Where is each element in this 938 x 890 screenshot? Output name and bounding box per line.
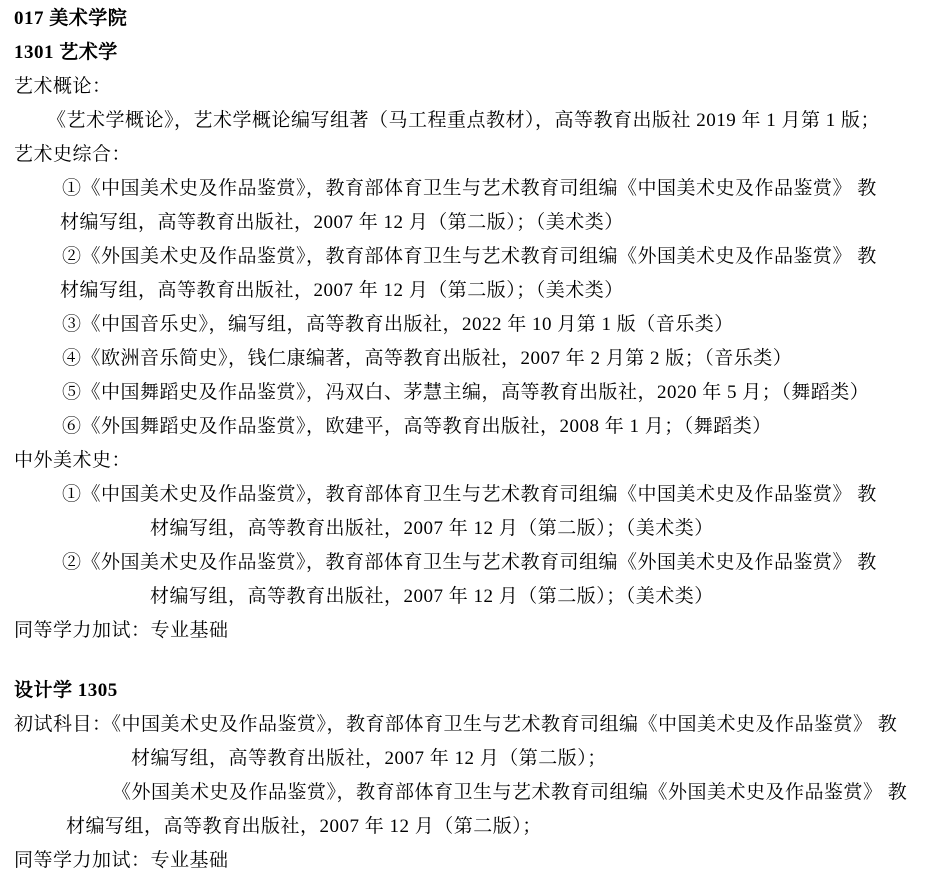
college-code-heading: 017 美术学院 <box>14 8 128 29</box>
book-entry-2-foreign-art: ②《外国美术史及作品鉴赏》，教育部体育卫生与艺术教育司组编《外国美术史及作品鉴赏》 教 <box>62 246 877 267</box>
design-book-1-continuation: 材编写组，高等教育出版社，2007 年 12 月（第二版）； <box>131 748 607 769</box>
book-entry-1-chinese-art: ①《中国美术史及作品鉴赏》，教育部体育卫生与艺术教育司组编《中国美术史及作品鉴赏》 教 <box>62 178 877 199</box>
subject-label-art-history: 艺术史综合： <box>14 144 132 165</box>
initial-exam-subjects-line: 初试科目：《中国美术史及作品鉴赏》，教育部体育卫生与艺术教育司组编《中国美术史及作品鉴赏》 教 <box>14 714 898 735</box>
book-entry-5-chinese-dance: ⑤《中国舞蹈史及作品鉴赏》，冯双白、茅慧主编，高等教育出版社，2020 年 5 月；（舞蹈类） <box>62 382 870 403</box>
book-entry-1-continuation: 材编写组，高等教育出版社，2007 年 12 月（第二版）；（美术类） <box>60 212 624 233</box>
major-heading-1305-design: 设计学 1305 <box>14 680 118 701</box>
subject-label-art-theory: 艺术概论： <box>14 76 112 97</box>
book-entry-1-chinese-art-2: ①《中国美术史及作品鉴赏》，教育部体育卫生与艺术教育司组编《中国美术史及作品鉴赏》 教 <box>62 484 877 505</box>
design-book-2-continuation: 材编写组，高等教育出版社，2007 年 12 月（第二版）； <box>66 816 542 837</box>
design-book-2-foreign-art: 《外国美术史及作品鉴赏》，教育部体育卫生与艺术教育司组编《外国美术史及作品鉴赏》 教 <box>112 782 908 803</box>
book-entry-2-continuation-2: 材编写组，高等教育出版社，2007 年 12 月（第二版）；（美术类） <box>150 586 714 607</box>
book-entry-6-foreign-dance: ⑥《外国舞蹈史及作品鉴赏》，欧建平，高等教育出版社，2008 年 1 月；（舞蹈类） <box>62 416 772 437</box>
subject-label-cn-foreign-art: 中外美术史： <box>14 450 132 471</box>
book-entry-3-chinese-music: ③《中国音乐史》，编写组，高等教育出版社，2022 年 10 月第 1 版（音乐类） <box>62 314 734 335</box>
equivalency-exam-note-1: 同等学力加试：专业基础 <box>14 620 229 641</box>
book-entry-2-continuation: 材编写组，高等教育出版社，2007 年 12 月（第二版）；（美术类） <box>60 280 624 301</box>
equivalency-exam-note-2: 同等学力加试：专业基础 <box>14 850 229 871</box>
major-heading-1301-art: 1301 艺术学 <box>14 42 118 63</box>
book-entry-art-theory: 《艺术学概论》，艺术学概论编写组著（马工程重点教材），高等教育出版社 2019 年 1 月第 1 版； <box>47 110 881 131</box>
book-entry-2-foreign-art-2: ②《外国美术史及作品鉴赏》，教育部体育卫生与艺术教育司组编《外国美术史及作品鉴赏》 教 <box>62 552 877 573</box>
book-entry-4-european-music: ④《欧洲音乐简史》，钱仁康编著，高等教育出版社，2007 年 2 月第 2 版；（音乐类） <box>62 348 793 369</box>
book-entry-1-continuation-2: 材编写组，高等教育出版社，2007 年 12 月（第二版）；（美术类） <box>150 518 714 539</box>
